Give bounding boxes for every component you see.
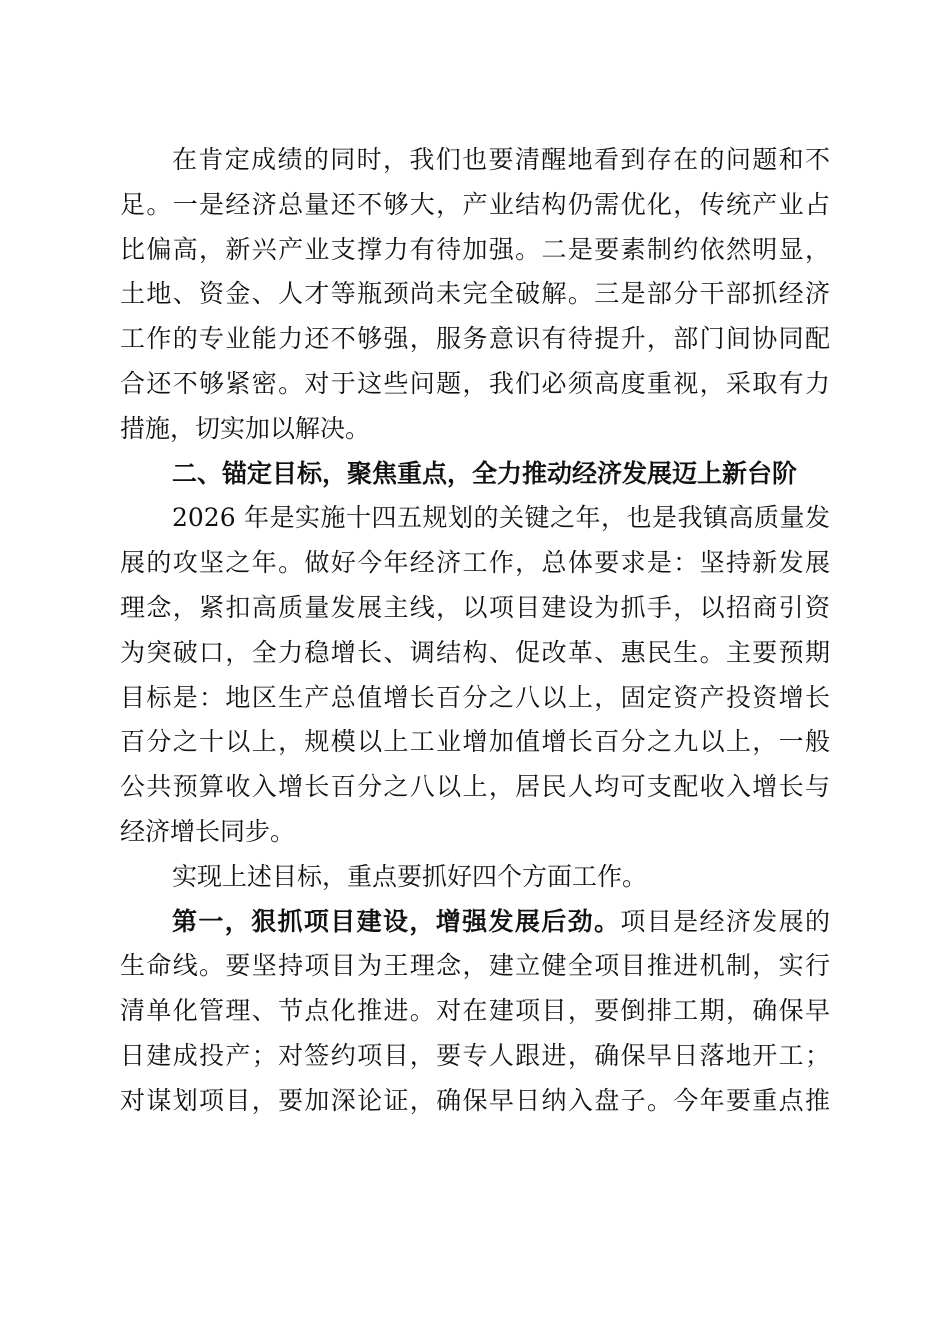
text-line: 公共预算收入增长百分之八以上，居民人均可支配收入增长与	[120, 772, 830, 802]
text-line	[120, 900, 830, 945]
lead-sentence: 第一，狠抓项目建设，增强发展后劲。	[172, 906, 621, 936]
paragraph-problems	[120, 138, 830, 452]
text-line: 理念，紧扣高质量发展主线，以项目建设为抓手，以招商引资	[120, 592, 830, 622]
text-line: 2026 年是实施十四五规划的关键之年，也是我镇高质量发	[172, 503, 830, 533]
text-line: 生命线。要坚持项目为王理念，建立健全项目推进机制，实行	[120, 951, 830, 981]
text-line: 比偏高，新兴产业支撑力有待加强。二是要素制约依然明显，	[120, 234, 830, 264]
section-heading: 二、锚定目标，聚焦重点，全力推动经济发展迈上新台阶	[172, 458, 798, 488]
text-line: 经济增长同步。	[120, 816, 296, 846]
text-line: 措施，切实加以解决。	[120, 413, 371, 443]
text-line: 百分之十以上，规模以上工业增加值增长百分之九以上，一般	[120, 727, 830, 757]
paragraph-first-aspect	[120, 900, 830, 1124]
text-line: 展的攻坚之年。做好今年经济工作，总体要求是：坚持新发展	[120, 548, 830, 578]
text-line: 日建成投产；对签约项目，要专人跟进，确保早日落地开工；	[120, 1040, 830, 1070]
text-line: 清单化管理、节点化推进。对在建项目，要倒排工期，确保早	[120, 996, 830, 1026]
document-page	[120, 138, 830, 1124]
text-line: 目标是：地区生产总值增长百分之八以上，固定资产投资增长	[120, 682, 830, 712]
text-line: 为突破口，全力稳增长、调结构、促改革、惠民生。主要预期	[120, 637, 830, 667]
paragraph-goals	[120, 496, 830, 854]
text-line: 土地、资金、人才等瓶颈尚未完全破解。三是部分干部抓经济	[120, 279, 830, 309]
text-line: 对谋划项目，要加深论证，确保早日纳入盘子。今年要重点推	[120, 1085, 830, 1115]
text-line: 工作的专业能力还不够强，服务意识有待提升，部门间协同配	[120, 324, 830, 354]
text-line: 足。一是经济总量还不够大，产业结构仍需优化，传统产业占	[120, 189, 830, 219]
text-line: 合还不够紧密。对于这些问题，我们必须高度重视，采取有力	[120, 368, 830, 398]
text-line: 在肯定成绩的同时，我们也要清醒地看到存在的问题和不	[172, 145, 830, 174]
text-span: 项目是经济发展的	[620, 906, 830, 936]
paragraph-four-aspects: 实现上述目标，重点要抓好四个方面工作。	[172, 861, 648, 891]
